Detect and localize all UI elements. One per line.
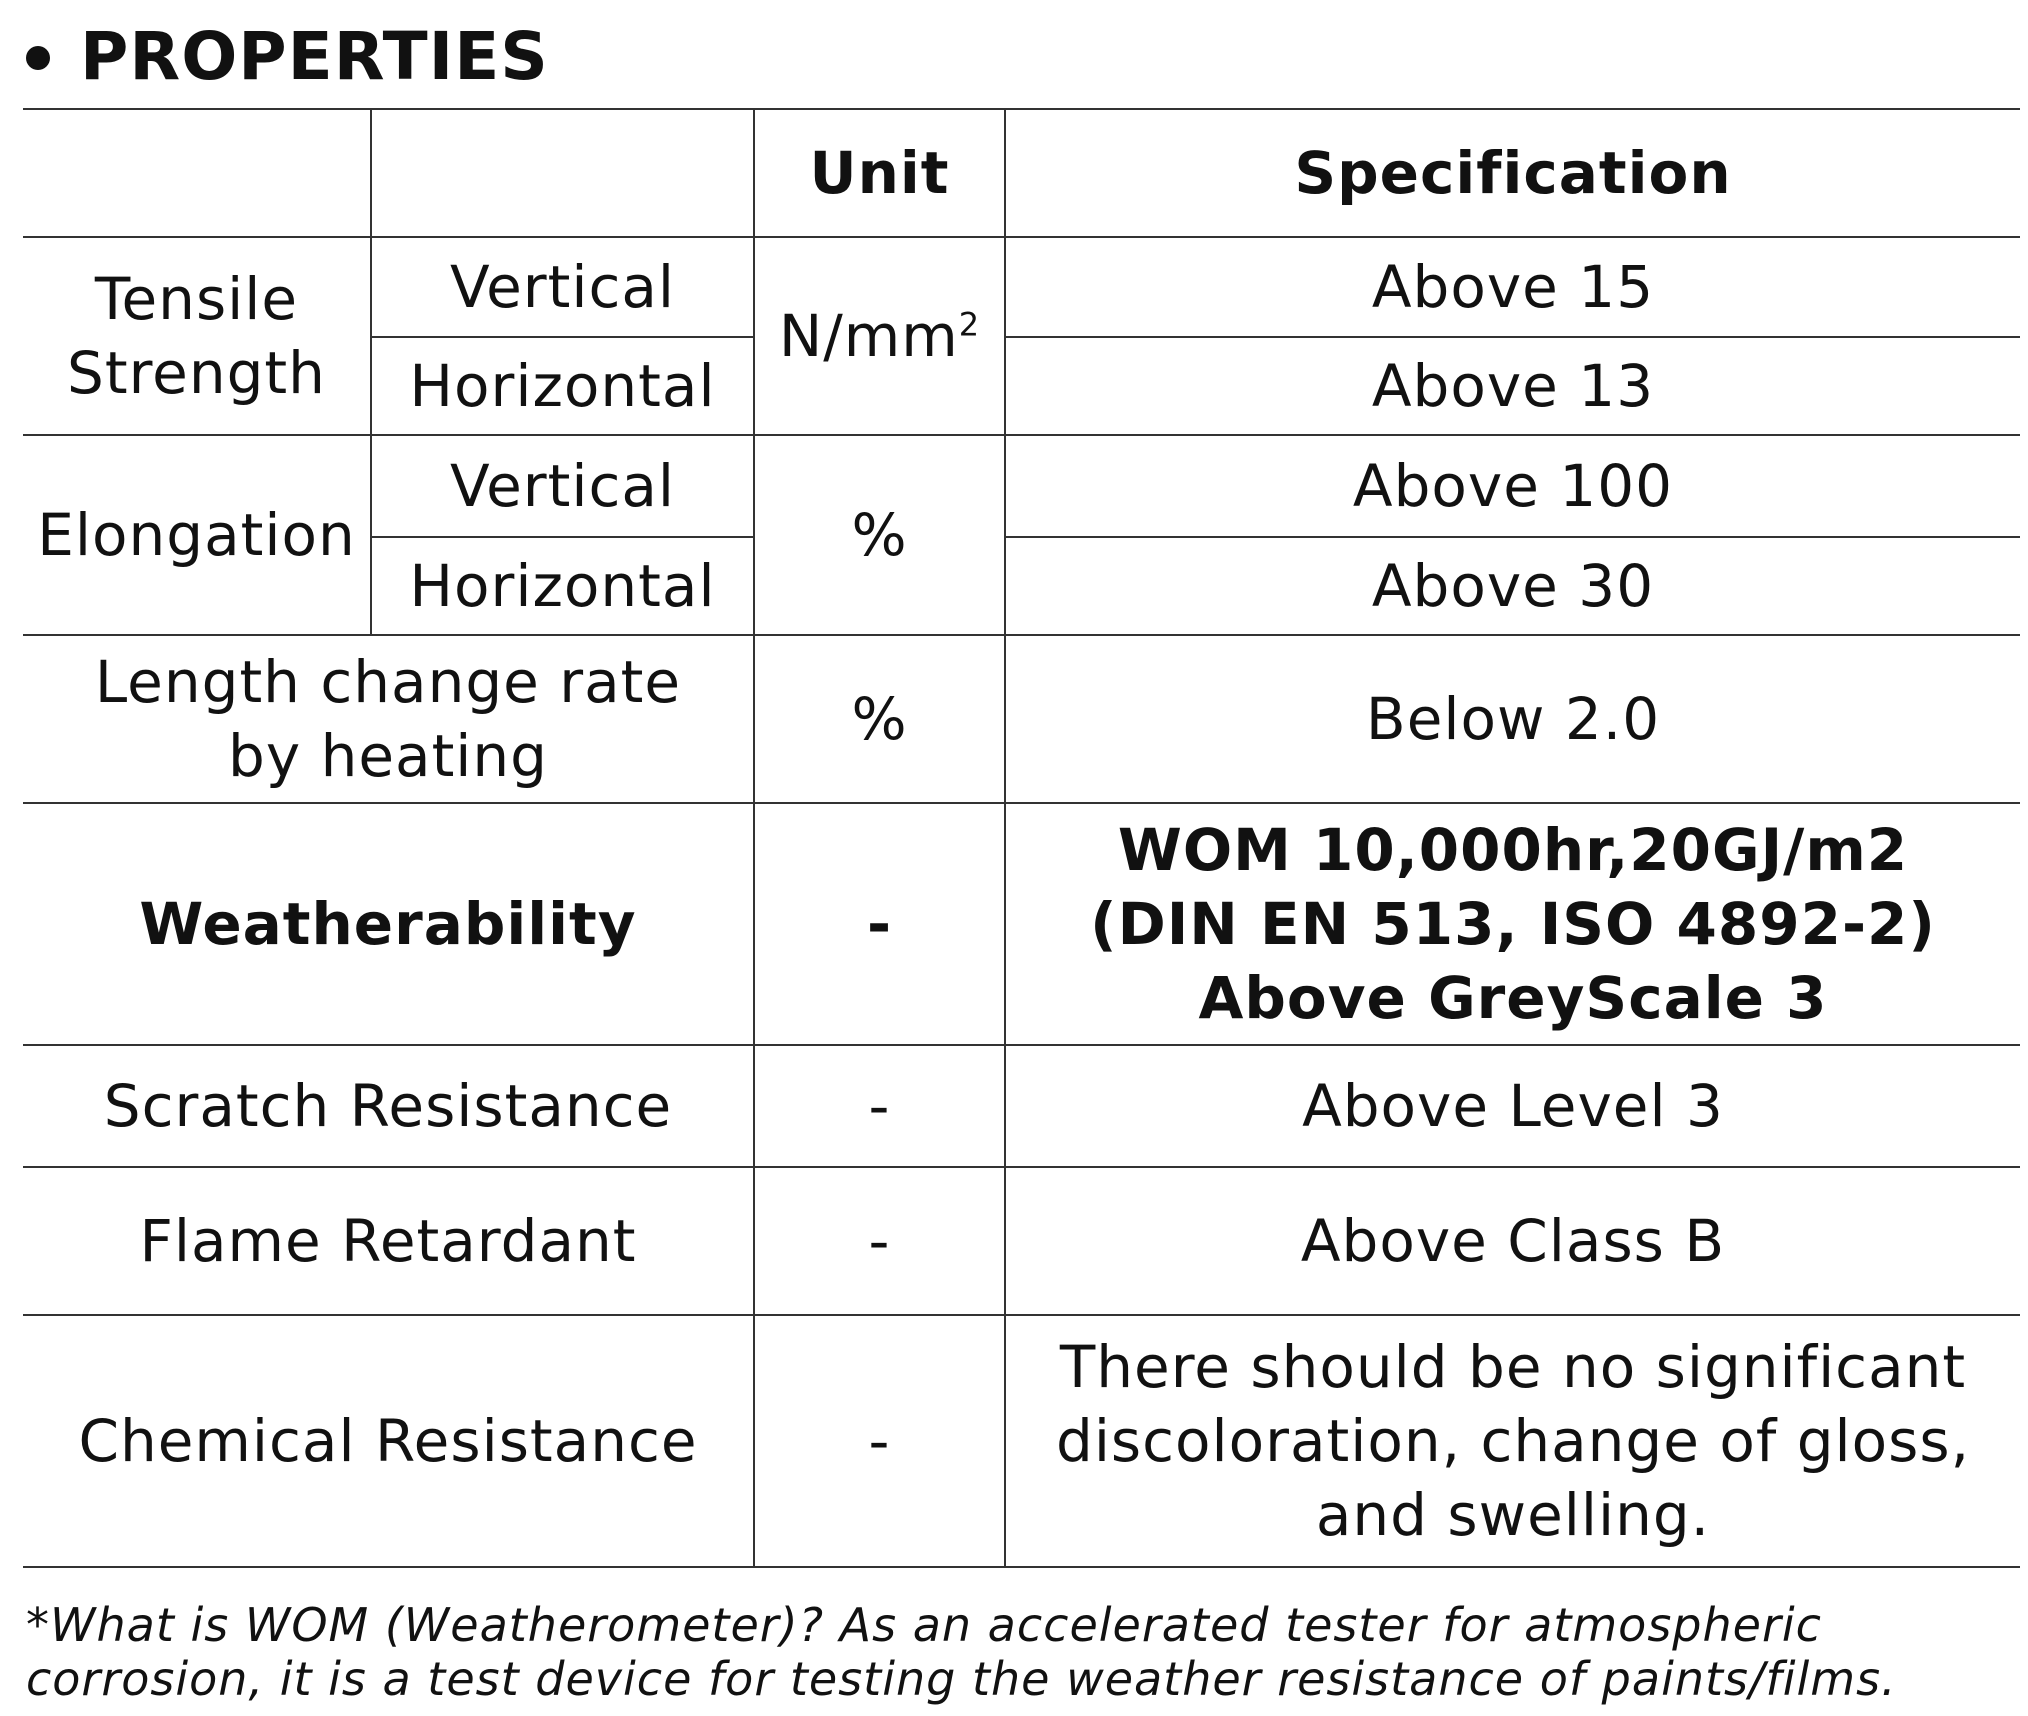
weatherability-spec-line: WOM 10,000hr,20GJ/m2 [1117, 816, 1909, 884]
weatherability-spec [1005, 803, 2020, 1045]
tensile-strength-label: Tensile Strength [23, 237, 371, 435]
elongation-vertical-label: Vertical [371, 435, 754, 537]
table-row [23, 803, 2020, 1045]
chemical-resistance-label: Chemical Resistance [23, 1315, 754, 1567]
flame-retardant-unit: - [754, 1167, 1005, 1315]
chemical-resistance-unit: - [754, 1315, 1005, 1567]
weatherability-spec-line: (DIN EN 513, ISO 4892-2) [1090, 890, 1936, 958]
tensile-unit-cell [754, 237, 1005, 435]
table-row [23, 635, 2020, 803]
tensile-unit-base: N/mm [778, 302, 959, 370]
elongation-horizontal-spec: Above 30 [1005, 537, 2020, 635]
tensile-vertical-label: Vertical [371, 237, 754, 337]
length-change-label: Length change rate by heating [23, 635, 754, 803]
table-row [23, 1315, 2020, 1567]
elongation-label: Elongation [23, 435, 371, 635]
elongation-vertical-spec: Above 100 [1005, 435, 2020, 537]
weatherability-unit: - [754, 803, 1005, 1045]
chemical-resistance-spec: There should be no significant discoloration, change of gloss, and swelling. [1005, 1315, 2020, 1567]
scratch-resistance-spec: Above Level 3 [1005, 1045, 2020, 1167]
table-row [23, 435, 2020, 537]
tensile-horizontal-label: Horizontal [371, 337, 754, 435]
bullet-icon [26, 46, 50, 70]
header-specification-cell: Specification [1005, 109, 2020, 237]
flame-retardant-label: Flame Retardant [23, 1167, 754, 1315]
table-row [23, 1045, 2020, 1167]
header-item-cell [23, 109, 371, 237]
length-change-unit: % [754, 635, 1005, 803]
flame-retardant-spec: Above Class B [1005, 1167, 2020, 1315]
table-row [23, 237, 2020, 337]
elongation-unit-cell: % [754, 435, 1005, 635]
properties-table [23, 108, 2020, 1568]
length-change-spec: Below 2.0 [1005, 635, 2020, 803]
tensile-unit-sup: 2 [958, 305, 981, 344]
elongation-horizontal-label: Horizontal [371, 537, 754, 635]
table-row [23, 1167, 2020, 1315]
weatherability-label: Weatherability [23, 803, 754, 1045]
tensile-horizontal-spec: Above 13 [1005, 337, 2020, 435]
footnote: *What is WOM (Weatherometer)? As an accelerated tester for atmospheric corrosion, it is a test device for testing the weather resistance of paints/films. [26, 1598, 1897, 1706]
section-heading [26, 14, 549, 98]
heading-text: PROPERTIES [80, 17, 549, 95]
table-header-row [23, 109, 2020, 237]
weatherability-spec-line: Above GreyScale 3 [1198, 964, 1828, 1032]
scratch-resistance-unit: - [754, 1045, 1005, 1167]
header-unit-cell: Unit [754, 109, 1005, 237]
scratch-resistance-label: Scratch Resistance [23, 1045, 754, 1167]
header-direction-cell [371, 109, 754, 237]
tensile-vertical-spec: Above 15 [1005, 237, 2020, 337]
